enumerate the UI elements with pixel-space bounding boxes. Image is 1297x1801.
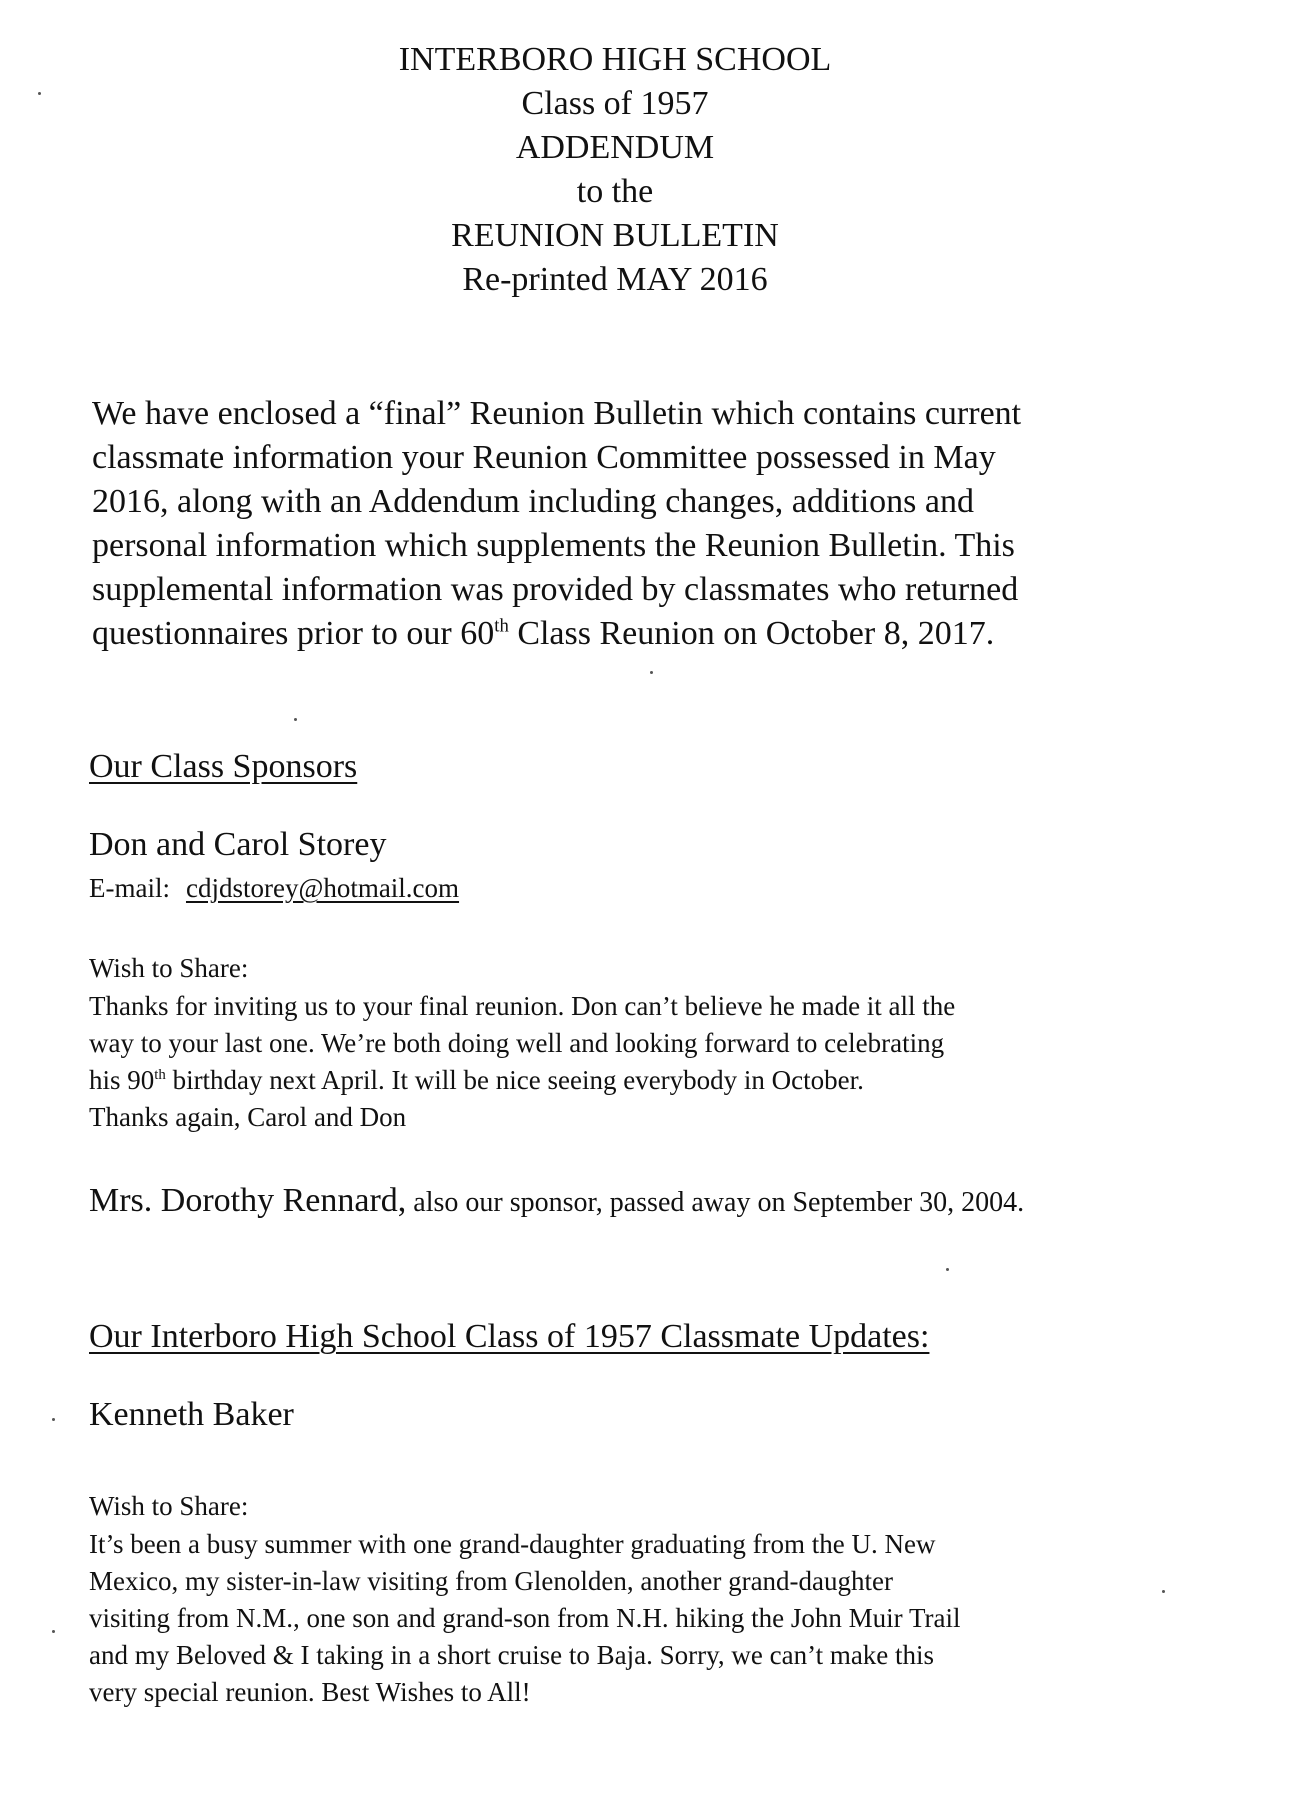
- rennard-name: Mrs. Dorothy Rennard,: [89, 1182, 407, 1219]
- intro-text: Class Reunion on October 8, 2017.: [508, 615, 995, 652]
- addendum-title: ADDENDUM: [515, 129, 715, 166]
- bulletin-title: REUNION BULLETIN: [451, 217, 779, 254]
- sponsor-message: [89, 988, 955, 1136]
- class-year: Class of 1957: [521, 85, 709, 122]
- sponsor-email-row: [89, 870, 459, 907]
- message-signoff: Thanks again, Carol and Don: [89, 1102, 407, 1132]
- ordinal-suffix: th: [494, 615, 509, 637]
- scan-speck: [52, 1418, 55, 1421]
- classmate-share-label: Wish to Share:: [89, 1491, 249, 1521]
- sponsor-share-label: Wish to Share:: [89, 953, 249, 983]
- intro-line: personal information which supplements the Reunion Bulletin. This: [92, 527, 1015, 564]
- sponsor-name: Don and Carol Storey: [89, 826, 387, 863]
- scan-speck: [650, 671, 653, 674]
- scan-speck: [294, 718, 297, 721]
- message-text: birthday next April. It will be nice seeing everybody in October.: [165, 1065, 864, 1095]
- scan-speck: [38, 92, 41, 95]
- school-name: INTERBORO HIGH SCHOOL: [398, 41, 832, 78]
- scan-speck: [946, 1268, 949, 1271]
- updates-heading: Our Interboro High School Class of 1957 Classmate Updates:: [89, 1318, 930, 1355]
- scan-speck: [1162, 1590, 1165, 1593]
- intro-paragraph: [92, 392, 1172, 656]
- classmate-name: Kenneth Baker: [89, 1396, 294, 1433]
- message-line: Mexico, my sister-in-law visiting from Glenolden, another grand-daughter: [89, 1566, 894, 1596]
- document-header: [0, 38, 1230, 302]
- rennard-text: also our sponsor, passed away on September 30, 2004.: [406, 1187, 1025, 1218]
- message-line: [89, 1062, 955, 1099]
- sponsors-heading: Our Class Sponsors: [89, 748, 358, 785]
- intro-line: 2016, along with an Addendum including changes, additions and: [92, 483, 974, 520]
- message-text: his 90: [89, 1065, 155, 1095]
- header-to-the: to the: [576, 173, 654, 210]
- intro-text: questionnaires prior to our 60: [92, 615, 495, 652]
- intro-line: classmate information your Reunion Committee possessed in May: [92, 439, 996, 476]
- scan-speck: [52, 1630, 55, 1633]
- reprint-date: Re-printed MAY 2016: [462, 261, 768, 298]
- message-line: and my Beloved & I taking in a short cruise to Baja. Sorry, we can’t make this: [89, 1640, 935, 1670]
- ordinal-suffix: th: [154, 1067, 166, 1083]
- message-line: very special reunion. Best Wishes to All!: [89, 1677, 531, 1707]
- message-line: Thanks for inviting us to your final reunion. Don can’t believe he made it all the: [89, 991, 956, 1021]
- intro-line: We have enclosed a “final” Reunion Bulletin which contains current: [92, 395, 1022, 432]
- classmate-message: [89, 1526, 960, 1711]
- rennard-note: [89, 1182, 1024, 1220]
- message-line: visiting from N.M., one son and grand-son from N.H. hiking the John Muir Trail: [89, 1603, 961, 1633]
- intro-line-reunion-date: [92, 612, 1172, 656]
- email-link[interactable]: cdjdstorey@hotmail.com: [185, 873, 460, 903]
- message-line: It’s been a busy summer with one grand-daughter graduating from the U. New: [89, 1529, 936, 1559]
- intro-line: supplemental information was provided by classmates who returned: [92, 571, 1019, 608]
- email-label: E-mail:: [89, 873, 170, 903]
- message-line: way to your last one. We’re both doing well and looking forward to celebrating: [89, 1028, 945, 1058]
